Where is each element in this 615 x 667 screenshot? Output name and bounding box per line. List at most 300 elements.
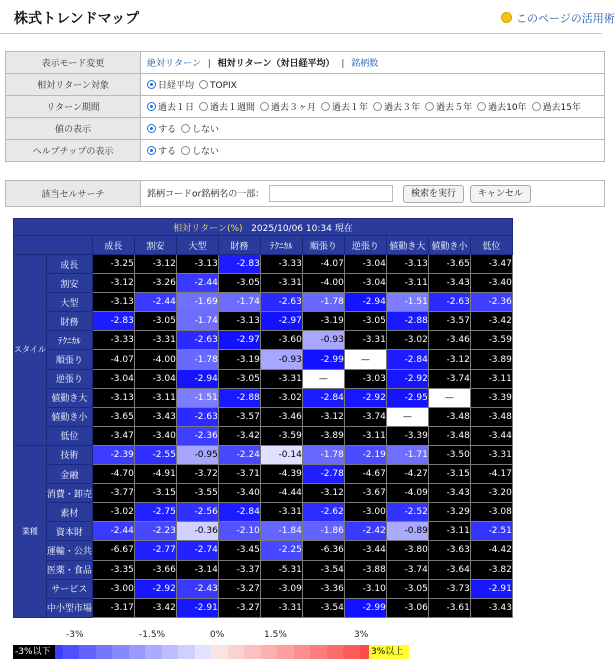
heatmap-row-header: 医薬・食品 [46, 560, 92, 579]
heatmap-cell[interactable]: -2.42 [344, 522, 386, 541]
heatmap-row-header: 中小型市場 [46, 598, 92, 617]
heatmap-cell[interactable]: -3.55 [176, 484, 218, 503]
heatmap-cell[interactable]: -4.67 [344, 465, 386, 484]
heatmap-cell[interactable]: -2.63 [428, 293, 470, 312]
heatmap-cell[interactable]: -2.97 [260, 312, 302, 331]
heatmap-cell[interactable]: -3.64 [428, 560, 470, 579]
return-period-option[interactable] [321, 100, 368, 113]
heatmap-cell[interactable]: -2.39 [92, 445, 134, 464]
trend-heatmap [13, 218, 513, 618]
heatmap-cell[interactable]: -3.44 [470, 426, 512, 445]
heatmap-cell[interactable]: -3.26 [134, 274, 176, 293]
radio-icon[interactable] [147, 124, 156, 133]
heatmap-cell[interactable]: -3.54 [302, 598, 344, 617]
heatmap-cell[interactable]: -0.89 [386, 522, 428, 541]
heatmap-cell[interactable]: -2.56 [176, 503, 218, 522]
heatmap-column-header: 順張り [302, 236, 344, 255]
heatmap-cell[interactable]: -1.74 [176, 312, 218, 331]
heatmap-cell[interactable]: -3.02 [386, 331, 428, 350]
radio-icon[interactable] [181, 124, 190, 133]
heatmap-cell[interactable]: -1.78 [176, 350, 218, 369]
heatmap-cell[interactable]: -2.52 [386, 503, 428, 522]
heatmap-cell[interactable]: -3.63 [428, 541, 470, 560]
heatmap-cell[interactable]: -3.65 [92, 407, 134, 426]
help-link-label: このページの活用術 [516, 12, 615, 25]
lightbulb-icon [501, 12, 512, 23]
heatmap-cell[interactable]: -5.31 [260, 560, 302, 579]
legend-segment [228, 645, 245, 659]
heatmap-cell[interactable]: -3.44 [344, 541, 386, 560]
heatmap-cell[interactable]: -2.36 [470, 293, 512, 312]
heatmap-row-header: 素材 [46, 503, 92, 522]
heatmap-cell[interactable]: -3.74 [344, 407, 386, 426]
heatmap-cell[interactable]: -3.04 [134, 369, 176, 388]
heatmap-cell[interactable]: -2.92 [134, 579, 176, 598]
mode-separator: | [341, 59, 345, 69]
cell-search-input[interactable] [269, 185, 393, 202]
heatmap-cell[interactable]: -3.50 [428, 445, 470, 464]
heatmap-cell[interactable]: -3.60 [260, 331, 302, 350]
heatmap-cell[interactable]: -3.43 [470, 598, 512, 617]
heatmap-cell[interactable]: -1.78 [302, 445, 344, 464]
heatmap-cell[interactable]: -3.20 [470, 484, 512, 503]
heatmap-cell[interactable]: -3.48 [470, 407, 512, 426]
heatmap-cell[interactable]: -2.88 [386, 312, 428, 331]
heatmap-row-header: 割安 [46, 274, 92, 293]
heatmap-cell[interactable]: -2.92 [344, 388, 386, 407]
heatmap-cell[interactable]: -1.84 [260, 522, 302, 541]
return-period-option[interactable] [425, 100, 472, 113]
heatmap-cell[interactable]: -2.74 [176, 541, 218, 560]
return-period-option[interactable] [260, 100, 316, 113]
heatmap-cell[interactable]: -2.88 [218, 388, 260, 407]
heatmap-row-header: 値動き小 [46, 407, 92, 426]
show-values-option[interactable] [147, 122, 176, 135]
heatmap-cell[interactable]: -2.44 [176, 274, 218, 293]
radio-icon[interactable] [147, 146, 156, 155]
heatmap-row [14, 293, 513, 312]
heatmap-column-header: ﾃｸﾆｶﾙ [260, 236, 302, 255]
heatmap-cell[interactable]: -2.51 [470, 522, 512, 541]
heatmap-cell[interactable]: -3.13 [176, 255, 218, 274]
heatmap-row [14, 331, 513, 350]
heatmap-cell[interactable]: -3.77 [92, 484, 134, 503]
heatmap-cell[interactable]: -3.19 [218, 350, 260, 369]
heatmap-cell[interactable]: -3.89 [302, 426, 344, 445]
heatmap-cell[interactable]: -3.31 [344, 331, 386, 350]
legend-segment [343, 645, 360, 659]
heatmap-row [14, 369, 513, 388]
heatmap-cell[interactable]: -2.25 [260, 541, 302, 560]
radio-icon[interactable] [199, 102, 208, 111]
help-chip-option-label: しない [192, 147, 220, 157]
heatmap-cell[interactable]: -2.63 [260, 293, 302, 312]
return-period-option[interactable] [477, 100, 526, 113]
heatmap-row-header: 技術 [46, 445, 92, 464]
heatmap-cell[interactable]: -3.10 [344, 579, 386, 598]
heatmap-cell[interactable]: -3.48 [428, 426, 470, 445]
heatmap-cell[interactable]: -2.63 [176, 407, 218, 426]
heatmap-cell[interactable]: -3.17 [92, 598, 134, 617]
heatmap-cell[interactable]: -3.11 [134, 388, 176, 407]
heatmap-row [14, 541, 513, 560]
cell-search-table [5, 180, 605, 207]
heatmap-cell[interactable]: -0.93 [260, 350, 302, 369]
heatmap-cell[interactable]: -3.42 [218, 426, 260, 445]
heatmap-cell[interactable]: -3.13 [218, 312, 260, 331]
return-period-option[interactable] [199, 100, 255, 113]
heatmap-row [14, 388, 513, 407]
heatmap-row [14, 560, 513, 579]
help-chip-options [141, 140, 605, 162]
heatmap-cell[interactable]: -3.42 [470, 312, 512, 331]
legend-segment [162, 645, 179, 659]
heatmap-cell[interactable]: -3.27 [218, 579, 260, 598]
cell-search-label: 該当セルサーチ [6, 181, 141, 207]
return-period-label: リターン期間 [6, 96, 141, 118]
radio-icon[interactable] [199, 80, 208, 89]
help-chip-row [6, 140, 605, 162]
heatmap-cell[interactable]: -2.44 [92, 522, 134, 541]
heatmap-cell[interactable]: -6.36 [302, 541, 344, 560]
legend-segment [211, 645, 228, 659]
legend-segment [195, 645, 212, 659]
legend-ticks [0, 630, 602, 644]
legend-segment [96, 645, 113, 659]
legend-segment [327, 645, 344, 659]
heatmap-cell[interactable]: -3.67 [344, 484, 386, 503]
heatmap-cell[interactable]: -3.48 [428, 407, 470, 426]
heatmap-cell[interactable]: -2.63 [176, 331, 218, 350]
heatmap-corner [14, 236, 93, 255]
heatmap-cell[interactable]: -4.07 [302, 255, 344, 274]
heatmap-cell[interactable]: -3.04 [344, 255, 386, 274]
heatmap-cell[interactable]: -3.31 [260, 274, 302, 293]
heatmap-cell[interactable]: -3.74 [386, 560, 428, 579]
radio-icon[interactable] [147, 80, 156, 89]
return-period-options [141, 96, 605, 118]
heatmap-cell[interactable]: -3.61 [428, 598, 470, 617]
heatmap-cell[interactable]: -4.70 [92, 465, 134, 484]
heatmap-cell[interactable]: -0.93 [302, 331, 344, 350]
heatmap-cell[interactable]: -3.04 [92, 369, 134, 388]
heatmap-column-header: 逆張り [344, 236, 386, 255]
legend-segment [145, 645, 162, 659]
search-execute-button[interactable]: 検索を実行 [403, 185, 464, 203]
heatmap-cell[interactable]: -3.15 [428, 465, 470, 484]
legend-segment [294, 645, 311, 659]
return-period-option[interactable] [532, 100, 581, 113]
legend-tick: 1.5% [264, 630, 287, 640]
return-period-option[interactable] [147, 100, 194, 113]
help-chip-option[interactable] [181, 144, 219, 157]
heatmap-cell[interactable]: -2.83 [92, 312, 134, 331]
heatmap-caption [14, 219, 513, 236]
heatmap-row [14, 426, 513, 445]
heatmap-cell[interactable]: -3.82 [470, 560, 512, 579]
heatmap-cell[interactable]: -3.37 [218, 560, 260, 579]
heatmap-cell[interactable]: -3.59 [260, 426, 302, 445]
radio-icon[interactable] [321, 102, 330, 111]
heatmap-cell[interactable]: -3.43 [134, 407, 176, 426]
heatmap-cell[interactable]: -3.31 [260, 503, 302, 522]
heatmap-cell[interactable]: -2.77 [134, 541, 176, 560]
heatmap-cell[interactable]: -3.40 [470, 274, 512, 293]
heatmap-cell[interactable]: -3.15 [134, 484, 176, 503]
return-period-option[interactable] [373, 100, 420, 113]
heatmap-row [14, 407, 513, 426]
heatmap-cell[interactable]: -3.12 [302, 484, 344, 503]
heatmap-cell[interactable]: -3.08 [470, 503, 512, 522]
help-chip-option-label: する [158, 147, 177, 157]
heatmap-cell[interactable]: -3.39 [386, 426, 428, 445]
heatmap-cell[interactable]: -3.29 [428, 503, 470, 522]
heatmap-cell[interactable]: -2.44 [134, 293, 176, 312]
heatmap-cell[interactable]: — [302, 369, 344, 388]
return-period-option-label: 過去15年 [542, 103, 581, 113]
heatmap-row-header: 逆張り [46, 369, 92, 388]
heatmap-cell[interactable]: -3.12 [302, 407, 344, 426]
heatmap-cell[interactable]: -3.47 [92, 426, 134, 445]
heatmap-cell[interactable]: -3.11 [428, 522, 470, 541]
heatmap-cell[interactable]: -0.36 [176, 522, 218, 541]
heatmap-cell[interactable]: -1.74 [218, 293, 260, 312]
heatmap-cell[interactable]: -3.14 [176, 560, 218, 579]
heatmap-cell[interactable]: -3.12 [92, 274, 134, 293]
heatmap-cell[interactable]: -3.12 [134, 255, 176, 274]
heatmap-row [14, 255, 513, 274]
heatmap-cell[interactable]: -4.00 [302, 274, 344, 293]
heatmap-row [14, 465, 513, 484]
show-values-label: 値の表示 [6, 118, 141, 140]
heatmap-cell[interactable]: -2.55 [134, 445, 176, 464]
show-values-options [141, 118, 605, 140]
heatmap-cell[interactable]: -3.03 [344, 369, 386, 388]
heatmap-cell[interactable]: -3.33 [260, 255, 302, 274]
heatmap-cell[interactable]: -3.46 [428, 331, 470, 350]
heatmap-column-header: 大型 [176, 236, 218, 255]
heatmap-cell[interactable]: -3.19 [302, 312, 344, 331]
heatmap-row-header: サービス [46, 579, 92, 598]
heatmap-cell[interactable]: — [428, 388, 470, 407]
heatmap-cell[interactable]: -3.80 [386, 541, 428, 560]
radio-icon[interactable] [532, 102, 541, 111]
heatmap-cell[interactable]: -3.35 [92, 560, 134, 579]
heatmap-row [14, 579, 513, 598]
legend-tick: -3% [66, 630, 84, 640]
show-values-option[interactable] [181, 122, 219, 135]
heatmap-cell[interactable]: -3.46 [260, 407, 302, 426]
heatmap-cell[interactable]: -3.13 [386, 255, 428, 274]
heatmap-cell[interactable]: -2.95 [386, 388, 428, 407]
heatmap-cell[interactable]: -4.27 [386, 465, 428, 484]
heatmap-cell[interactable]: -3.47 [470, 255, 512, 274]
heatmap-cell[interactable]: -3.09 [260, 579, 302, 598]
heatmap-row-header: 順張り [46, 350, 92, 369]
heatmap-cell[interactable]: -2.83 [218, 255, 260, 274]
heatmap-cell[interactable]: -3.04 [344, 274, 386, 293]
heatmap-cell[interactable]: -3.06 [386, 598, 428, 617]
heatmap-cell[interactable]: -3.12 [428, 350, 470, 369]
heatmap-cell[interactable]: -3.45 [218, 541, 260, 560]
heatmap-row [14, 484, 513, 503]
legend-tick: -1.5% [139, 630, 166, 640]
heatmap-column-header: 成長 [92, 236, 134, 255]
heatmap-cell[interactable]: -4.07 [92, 350, 134, 369]
heatmap-cell[interactable]: -3.05 [218, 274, 260, 293]
heatmap-cell[interactable]: -3.43 [428, 274, 470, 293]
heatmap-cell[interactable]: -3.11 [386, 274, 428, 293]
heatmap-column-header: 割安 [134, 236, 176, 255]
heatmap-cell[interactable]: -3.05 [344, 312, 386, 331]
relative-target-option[interactable] [199, 80, 237, 91]
heatmap-row [14, 522, 513, 541]
heatmap-cell[interactable]: -3.71 [218, 465, 260, 484]
heatmap-cell[interactable]: -3.13 [92, 293, 134, 312]
heatmap-cell[interactable]: -3.31 [470, 445, 512, 464]
heatmap-cell[interactable]: -4.44 [260, 484, 302, 503]
heatmap-cell[interactable]: -4.09 [386, 484, 428, 503]
radio-icon[interactable] [477, 102, 486, 111]
heatmap-cell[interactable]: -3.88 [344, 560, 386, 579]
heatmap-row-header: 大型 [46, 293, 92, 312]
heatmap-cell[interactable]: -3.57 [218, 407, 260, 426]
return-period-option-label: 過去10年 [488, 103, 527, 113]
help-chip-option[interactable] [147, 144, 176, 157]
heatmap-cell[interactable]: -1.71 [386, 445, 428, 464]
settings-table [5, 51, 605, 162]
legend-segment [79, 645, 96, 659]
return-period-option-label: 過去１日 [158, 103, 195, 113]
heatmap-row-header: 成長 [46, 255, 92, 274]
radio-icon[interactable] [373, 102, 382, 111]
heatmap-cell[interactable]: -2.91 [176, 598, 218, 617]
heatmap-cell[interactable]: -3.31 [260, 369, 302, 388]
heatmap-cell[interactable]: -4.91 [134, 465, 176, 484]
heatmap-cell[interactable]: -3.13 [92, 388, 134, 407]
heatmap-cell[interactable]: -0.14 [260, 445, 302, 464]
legend-segment [129, 645, 146, 659]
search-cancel-button[interactable]: キャンセル [470, 185, 531, 203]
heatmap-cell[interactable]: -2.91 [470, 579, 512, 598]
heatmap-cell[interactable]: -3.72 [176, 465, 218, 484]
heatmap-cell[interactable]: -1.69 [176, 293, 218, 312]
heatmap-cell[interactable]: -3.33 [92, 331, 134, 350]
heatmap-cell[interactable]: -4.39 [260, 465, 302, 484]
heatmap-cell[interactable]: -3.25 [92, 255, 134, 274]
heatmap-cell[interactable]: -2.94 [176, 369, 218, 388]
legend-low-label: -3%以下 [13, 645, 55, 659]
heatmap-cell[interactable]: -3.89 [470, 350, 512, 369]
heatmap-cell[interactable]: -3.31 [134, 331, 176, 350]
heatmap-cell[interactable]: -3.00 [344, 503, 386, 522]
heatmap-cell[interactable]: -3.36 [302, 579, 344, 598]
heatmap-cell[interactable]: -2.23 [134, 522, 176, 541]
show-values-option-label: する [158, 125, 177, 135]
heatmap-cell[interactable]: -3.05 [386, 579, 428, 598]
heatmap-cell[interactable]: -2.43 [176, 579, 218, 598]
heatmap-cell[interactable]: -4.00 [134, 350, 176, 369]
return-period-option-label: 過去５年 [436, 103, 473, 113]
heatmap-cell[interactable]: -3.39 [470, 388, 512, 407]
heatmap-cell[interactable]: -2.75 [134, 503, 176, 522]
heatmap-cell[interactable]: -3.27 [218, 598, 260, 617]
help-chip-label: ヘルプチップの表示 [6, 140, 141, 162]
radio-icon[interactable] [260, 102, 269, 111]
heatmap-cell[interactable]: -3.11 [344, 426, 386, 445]
heatmap-cell[interactable]: -2.10 [218, 522, 260, 541]
heatmap-cell[interactable]: -3.02 [92, 503, 134, 522]
heatmap-column-header: 低位 [470, 236, 512, 255]
heatmap-cell[interactable]: -2.97 [218, 331, 260, 350]
heatmap-row [14, 598, 513, 617]
heatmap-cell[interactable]: — [344, 350, 386, 369]
heatmap-cell[interactable]: -3.74 [428, 369, 470, 388]
heatmap-cell[interactable]: -3.40 [134, 426, 176, 445]
heatmap-cell[interactable]: — [386, 407, 428, 426]
heatmap-cell[interactable]: -1.51 [176, 388, 218, 407]
heatmap-cell[interactable]: -3.66 [134, 560, 176, 579]
heatmap-cell[interactable]: -2.99 [302, 350, 344, 369]
heatmap-cell[interactable]: -3.11 [470, 369, 512, 388]
heatmap-cell[interactable]: -2.84 [386, 350, 428, 369]
heatmap-cell[interactable]: -2.99 [344, 598, 386, 617]
heatmap-cell[interactable]: -3.00 [92, 579, 134, 598]
heatmap-cell[interactable]: -3.05 [134, 312, 176, 331]
heatmap-cell[interactable]: -1.51 [386, 293, 428, 312]
heatmap-cell[interactable]: -3.05 [218, 369, 260, 388]
heatmap-cell[interactable]: -2.19 [344, 445, 386, 464]
heatmap-cell[interactable]: -3.43 [428, 484, 470, 503]
heatmap-cell[interactable]: -1.78 [302, 293, 344, 312]
heatmap-cell[interactable]: -2.94 [344, 293, 386, 312]
heatmap-cell[interactable]: -3.40 [218, 484, 260, 503]
heatmap-cell[interactable]: -2.78 [302, 465, 344, 484]
heatmap-row [14, 350, 513, 369]
heatmap-cell[interactable]: -1.86 [302, 522, 344, 541]
heatmap-cell[interactable]: -3.54 [302, 560, 344, 579]
heatmap-row [14, 503, 513, 522]
heatmap-cell[interactable]: -3.73 [428, 579, 470, 598]
heatmap-cell[interactable]: -2.84 [302, 388, 344, 407]
heatmap-cell[interactable]: -3.02 [260, 388, 302, 407]
heatmap-cell[interactable]: -4.42 [470, 541, 512, 560]
heatmap-cell[interactable]: -2.62 [302, 503, 344, 522]
heatmap-cell[interactable]: -3.59 [470, 331, 512, 350]
heatmap-cell[interactable]: -3.65 [428, 255, 470, 274]
heatmap-caption-datetime: 2025/10/06 10:34 現在 [251, 223, 353, 234]
heatmap-cell[interactable]: -4.17 [470, 465, 512, 484]
radio-icon[interactable] [425, 102, 434, 111]
heatmap-cell[interactable]: -0.95 [176, 445, 218, 464]
heatmap-cell[interactable]: -3.42 [134, 598, 176, 617]
heatmap-cell[interactable]: -2.84 [218, 503, 260, 522]
help-link[interactable] [501, 10, 615, 26]
heatmap-cell[interactable]: -2.36 [176, 426, 218, 445]
heatmap-cell[interactable]: -6.67 [92, 541, 134, 560]
display-mode-row [6, 52, 605, 74]
display-mode-label: 表示モード変更 [6, 52, 141, 74]
heatmap-cell[interactable]: -3.57 [428, 312, 470, 331]
relative-target-option[interactable] [147, 78, 194, 91]
mode-absolute-link[interactable]: 絶対リターン [147, 59, 201, 69]
radio-icon[interactable] [181, 146, 190, 155]
radio-icon[interactable] [147, 102, 156, 111]
heatmap-cell[interactable]: -2.24 [218, 445, 260, 464]
heatmap-cell[interactable]: -2.92 [386, 369, 428, 388]
heatmap-cell[interactable]: -3.31 [260, 598, 302, 617]
mode-count-link[interactable]: 銘柄数 [351, 59, 379, 69]
